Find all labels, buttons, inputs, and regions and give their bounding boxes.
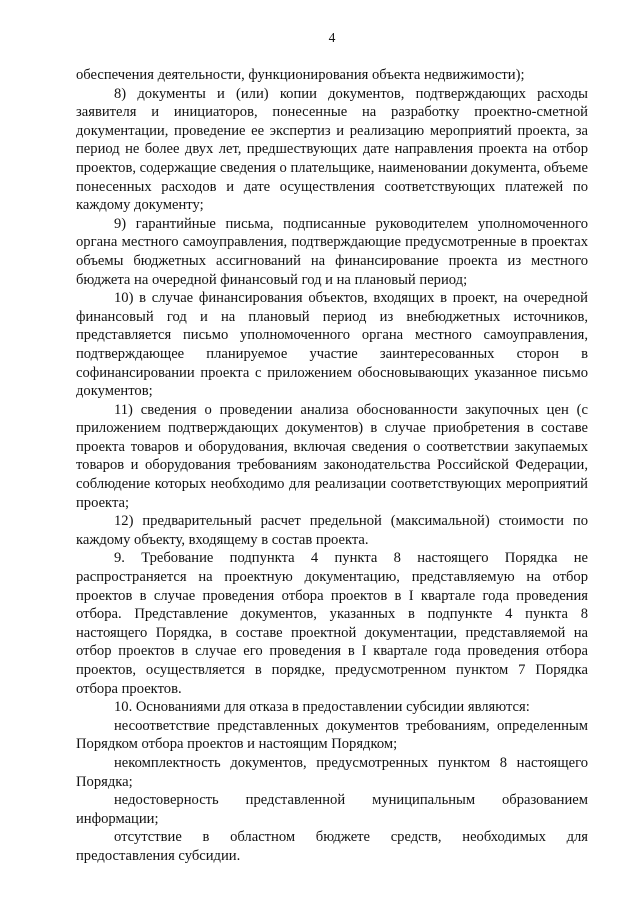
page-number: 4 xyxy=(328,30,336,45)
paragraph-item-10: 10) в случае финансирования объектов, входящих в проект, на очередной финансовый год и на плановый период из внебюджетных источников, представляется письмо уполномоченного органа местного самоуправления, подтверждающее планируемое участие заинтересованных сторон в софинансировании проекта с приложением обосновывающих указанное письмо документов; xyxy=(76,290,588,400)
refusal-ground-4: отсутствие в областном бюджете средств, необходимых для предоставления субсидии. xyxy=(76,829,588,864)
paragraph-item-11: 11) сведения о проведении анализа обоснованности закупочных цен (с приложением подтверждающих документов) в случае приобретения в составе проекта товаров и оборудования, включая сведения о соответствии закупаемых товаров и оборудования требованиям законодательства Российской Федерации, соблюдение которых необходимо для реализации соответствующих мероприятий проекта; xyxy=(76,401,588,511)
document-page xyxy=(76,30,588,866)
paragraph-item-9: 9) гарантийные письма, подписанные руководителем уполномоченного органа местного самоуправления, подтверждающие предусмотренные в проектах объемы бюджетных ассигнований на финансирование проекта из местного бюджета на очередной финансовый год и на плановый период; xyxy=(76,215,588,288)
paragraph-item-8: 8) документы и (или) копии документов, подтверждающих расходы заявителя и инициаторов, понесенные на разработку проектно-сметной документации, проведение ее экспертиз и реализацию мероприятий проекта, за период не более двух лет, предшествующих дате направления проекта на отбор проектов, содержащие сведения о плательщике, наименовании документа, объеме понесенных расходов и дате осуществления соответствующих платежей по каждому документу; xyxy=(76,85,588,214)
paragraph-clause-10: 10. Основаниями для отказа в предоставлении субсидии являются: xyxy=(114,699,530,716)
paragraph-clause-9: 9. Требование подпункта 4 пункта 8 настоящего Порядка не распространяется на проектную документацию, представляемую на отбор проектов в случае проведения отбора проектов в I квартале года проведения отбора. Представление документов, указанных в подпункте 4 пункта 8 настоящего Порядка, в составе проектной документации, представляемой на отбор проектов в случае его проведения в I квартале года проведения отбора проектов, осуществляется в порядке, предусмотренном пунктом 7 Порядка отбора проектов. xyxy=(76,550,588,697)
refusal-ground-1: несоответствие представленных документов требованиям, определенным Порядком отбора проектов и настоящим Порядком; xyxy=(76,717,588,753)
refusal-ground-2: некомплектность документов, предусмотренных пунктом 8 настоящего Порядка; xyxy=(76,754,588,790)
refusal-ground-3: недостоверность представленной муниципальным образованием информации; xyxy=(76,792,588,827)
document-body xyxy=(76,66,588,866)
paragraph-continuation: обеспечения деятельности, функционирования объекта недвижимости); xyxy=(76,67,525,83)
paragraph-item-12: 12) предварительный расчет предельной (максимальной) стоимости по каждому объекту, входящему в состав проекта. xyxy=(76,513,588,548)
